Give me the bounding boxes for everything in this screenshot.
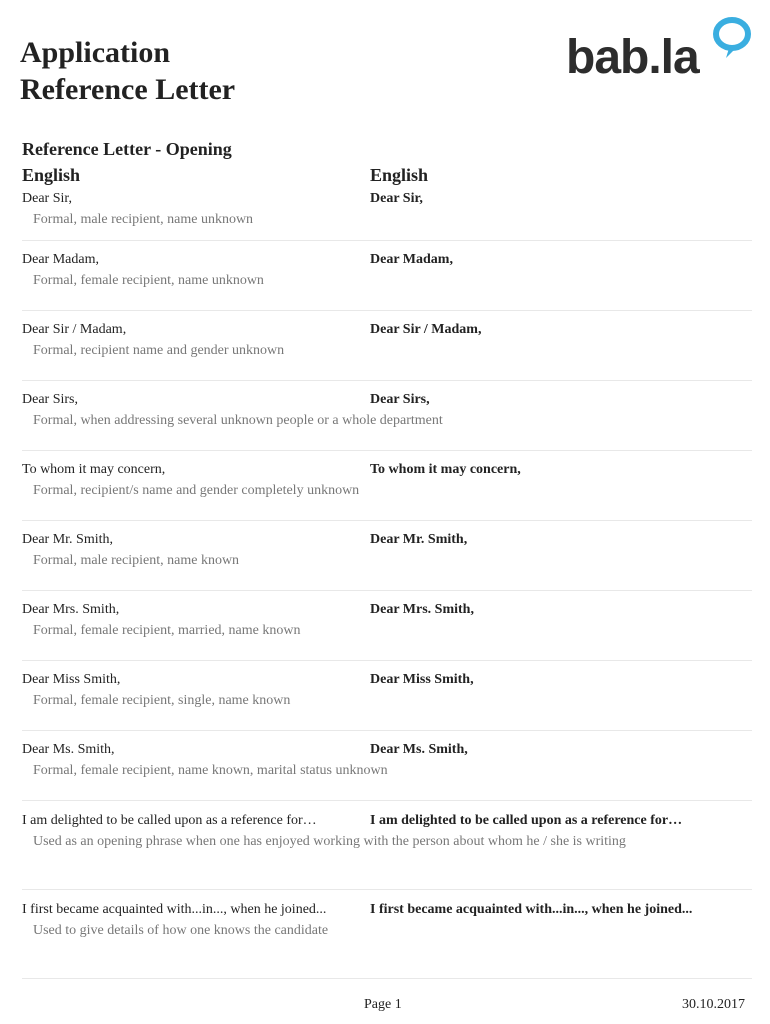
column-header-source: English bbox=[22, 165, 81, 185]
phrase-note: Formal, male recipient, name unknown bbox=[33, 212, 254, 227]
phrase-english: Dear Sirs, bbox=[22, 392, 78, 407]
phrase-translation: Dear Madam, bbox=[370, 252, 453, 267]
phrase-translation: To whom it may concern, bbox=[370, 462, 521, 477]
phrase-row bbox=[22, 661, 752, 731]
phrase-row bbox=[22, 381, 752, 451]
title-line-2: Reference Letter bbox=[20, 73, 236, 106]
column-header-target: English bbox=[370, 165, 429, 185]
phrase-row bbox=[22, 591, 752, 661]
page-number: Page 1 bbox=[364, 997, 402, 1012]
phrase-translation: I am delighted to be called upon as a reference for… bbox=[370, 813, 683, 828]
phrase-note: Formal, when addressing several unknown people or a whole department bbox=[33, 413, 443, 428]
phrase-note: Formal, recipient/s name and gender completely unknown bbox=[33, 483, 360, 498]
phrase-note: Formal, female recipient, single, name known bbox=[33, 693, 291, 708]
phrase-translation: Dear Sirs, bbox=[370, 392, 430, 407]
phrase-note: Formal, recipient name and gender unknown bbox=[33, 343, 285, 358]
phrase-translation: Dear Sir, bbox=[370, 191, 423, 206]
phrase-note: Formal, female recipient, name known, marital status unknown bbox=[33, 763, 388, 778]
phrase-english: I am delighted to be called upon as a reference for… bbox=[22, 813, 317, 828]
phrase-english: Dear Mrs. Smith, bbox=[22, 602, 120, 617]
logo-text: bab.la bbox=[566, 31, 699, 84]
phrase-row bbox=[22, 189, 752, 241]
phrase-row bbox=[22, 801, 752, 890]
section-title: Reference Letter - Opening bbox=[22, 139, 232, 159]
speech-bubble-icon bbox=[710, 16, 754, 62]
phrase-translation: I first became acquainted with...in..., when he joined... bbox=[370, 902, 693, 917]
phrase-note: Used to give details of how one knows the candidate bbox=[33, 923, 329, 938]
title-line-1: Application bbox=[20, 36, 171, 69]
phrase-english: I first became acquainted with...in..., when he joined... bbox=[22, 902, 327, 917]
phrase-english: To whom it may concern, bbox=[22, 462, 166, 477]
phrase-note: Used as an opening phrase when one has enjoyed working with the person about whom he / she is writing bbox=[33, 834, 626, 849]
phrase-translation: Dear Ms. Smith, bbox=[370, 742, 468, 757]
babla-logo bbox=[566, 14, 756, 84]
phrase-translation: Dear Sir / Madam, bbox=[370, 322, 482, 337]
phrase-english: Dear Ms. Smith, bbox=[22, 742, 115, 757]
phrase-note: Formal, female recipient, name unknown bbox=[33, 273, 264, 288]
phrase-note: Formal, male recipient, name known bbox=[33, 553, 240, 568]
phrase-row bbox=[22, 521, 752, 591]
document-title bbox=[20, 34, 235, 108]
phrase-english: Dear Sir, bbox=[22, 191, 72, 206]
phrase-row bbox=[22, 241, 752, 311]
phrase-translation: Dear Mr. Smith, bbox=[370, 532, 468, 547]
phrase-english: Dear Madam, bbox=[22, 252, 99, 267]
phrase-english: Dear Miss Smith, bbox=[22, 672, 121, 687]
phrase-english: Dear Sir / Madam, bbox=[22, 322, 127, 337]
phrase-list bbox=[22, 189, 752, 979]
phrase-row bbox=[22, 890, 752, 979]
phrase-english: Dear Mr. Smith, bbox=[22, 532, 113, 547]
document-date: 30.10.2017 bbox=[682, 997, 745, 1012]
phrase-row bbox=[22, 451, 752, 521]
phrase-translation: Dear Mrs. Smith, bbox=[370, 602, 474, 617]
phrase-translation: Dear Miss Smith, bbox=[370, 672, 474, 687]
phrase-note: Formal, female recipient, married, name known bbox=[33, 623, 301, 638]
phrase-row bbox=[22, 311, 752, 381]
phrase-row bbox=[22, 731, 752, 801]
